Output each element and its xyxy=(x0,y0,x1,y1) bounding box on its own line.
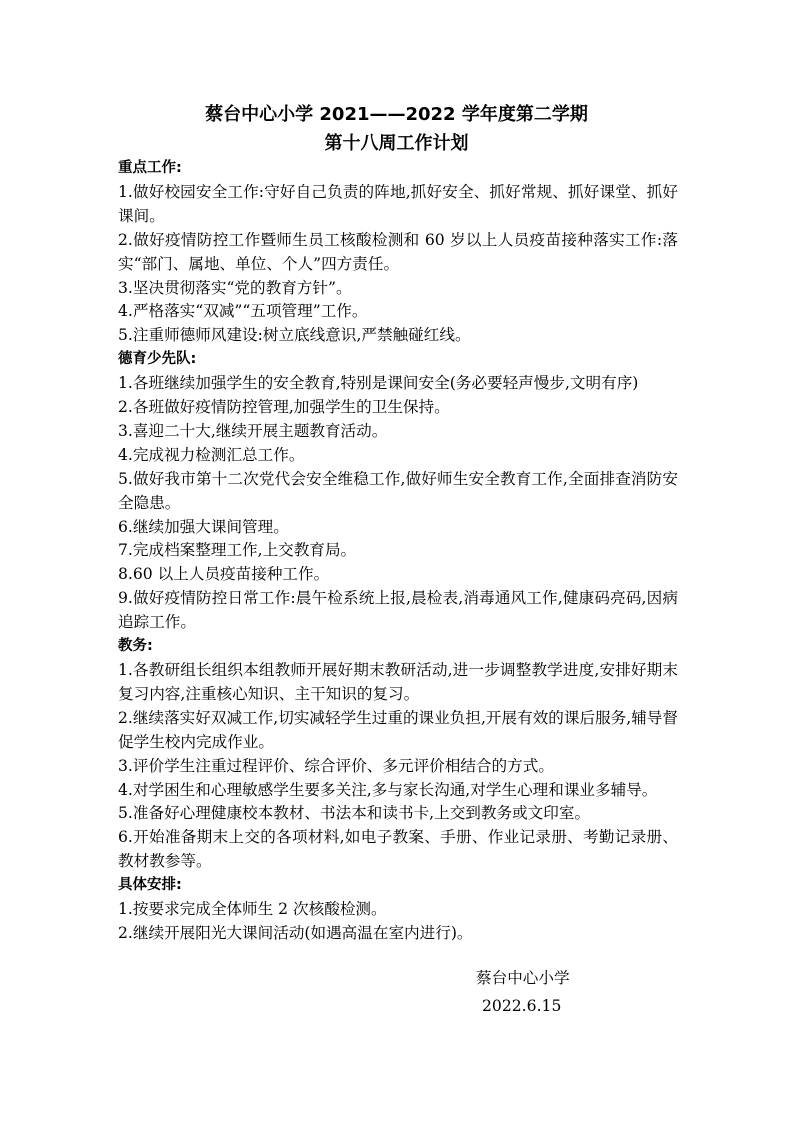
list-item: 2.做好疫情防控工作暨师生员工核酸检测和 60 岁以上人员疫苗接种落实工作:落实“部门、属地、单位、个人”四方责任。 xyxy=(118,230,678,273)
section-heading: 具体安排: xyxy=(118,877,182,894)
list-item: 5.做好我市第十二次党代会安全维稳工作,做好师生安全教育工作,全面排查消防安全隐患。 xyxy=(118,469,678,512)
list-item: 2.继续开展阳光大课间活动(如遇高温在室内进行)。 xyxy=(118,923,473,942)
document-subtitle: 第十八周工作计划 xyxy=(324,133,469,154)
list-item: 3.评价学生注重过程评价、综合评价、多元评价相结合的方式。 xyxy=(118,756,554,775)
list-item: 8.60 以上人员疫苗接种工作。 xyxy=(118,565,330,584)
list-item: 1.各班继续加强学生的安全教育,特别是课间安全(务必要轻声慢步,文明有序) xyxy=(118,374,639,393)
list-item: 2.继续落实好双减工作,切实减轻学生过重的课业负担,开展有效的课后服务,辅导督促学生校内完成作业。 xyxy=(118,708,678,751)
list-item: 9.做好疫情防控日常工作:晨午检系统上报,晨检表,消毒通风工作,健康码亮码,因病追踪工作。 xyxy=(118,589,678,632)
list-item: 5.注重师德师风建设:树立底线意识,严禁触碰红线。 xyxy=(118,326,471,345)
signature-school: 蔡台中心小学 xyxy=(476,969,570,987)
list-item: 1.各教研组长组织本组教师开展好期末教研活动,进一步调整教学进度,安排好期末复习内容,注重核心知识、主干知识的复习。 xyxy=(118,660,678,703)
list-item: 1.按要求完成全体师生 2 次核酸检测。 xyxy=(118,900,387,919)
list-item: 4.完成视力检测汇总工作。 xyxy=(118,445,305,464)
list-item: 7.完成档案整理工作,上交教育局。 xyxy=(118,541,357,560)
list-item: 3.坚决贯彻落实“党的教育方针”。 xyxy=(118,278,352,297)
section-moral-education xyxy=(118,348,678,635)
list-item: 4.对学困生和心理敏感学生要多关注,多与家长沟通,对学生心理和课业多辅导。 xyxy=(118,780,658,799)
list-item: 6.开始准备期末上交的各项材料,如电子教案、手册、作业记录册、考勤记录册、教材教参等。 xyxy=(118,828,678,871)
section-key-work xyxy=(118,157,678,348)
signature-date: 2022.6.15 xyxy=(482,997,562,1015)
list-item: 4.严格落实“双减”“五项管理”工作。 xyxy=(118,302,368,321)
list-item: 2.各班做好疫情防控管理,加强学生的卫生保持。 xyxy=(118,398,450,417)
list-item: 6.继续加强大课间管理。 xyxy=(118,517,289,536)
section-arrangements xyxy=(118,874,678,946)
list-item: 3.喜迎二十大,继续开展主题教育活动。 xyxy=(118,421,388,440)
document-body xyxy=(118,157,678,946)
list-item: 5.准备好心理健康校本教材、书法本和读书卡,上交到教务或文印室。 xyxy=(118,804,591,823)
document-title: 蔡台中心小学 2021——2022 学年度第二学期 xyxy=(205,104,588,125)
section-heading: 德育少先队: xyxy=(118,351,197,368)
section-academic-affairs xyxy=(118,635,678,874)
section-heading: 重点工作: xyxy=(118,160,182,176)
list-item: 1.做好校园安全工作:守好自己负责的阵地,抓好安全、抓好常规、抓好课堂、抓好课间。 xyxy=(118,182,678,225)
section-heading: 教务: xyxy=(118,638,153,655)
